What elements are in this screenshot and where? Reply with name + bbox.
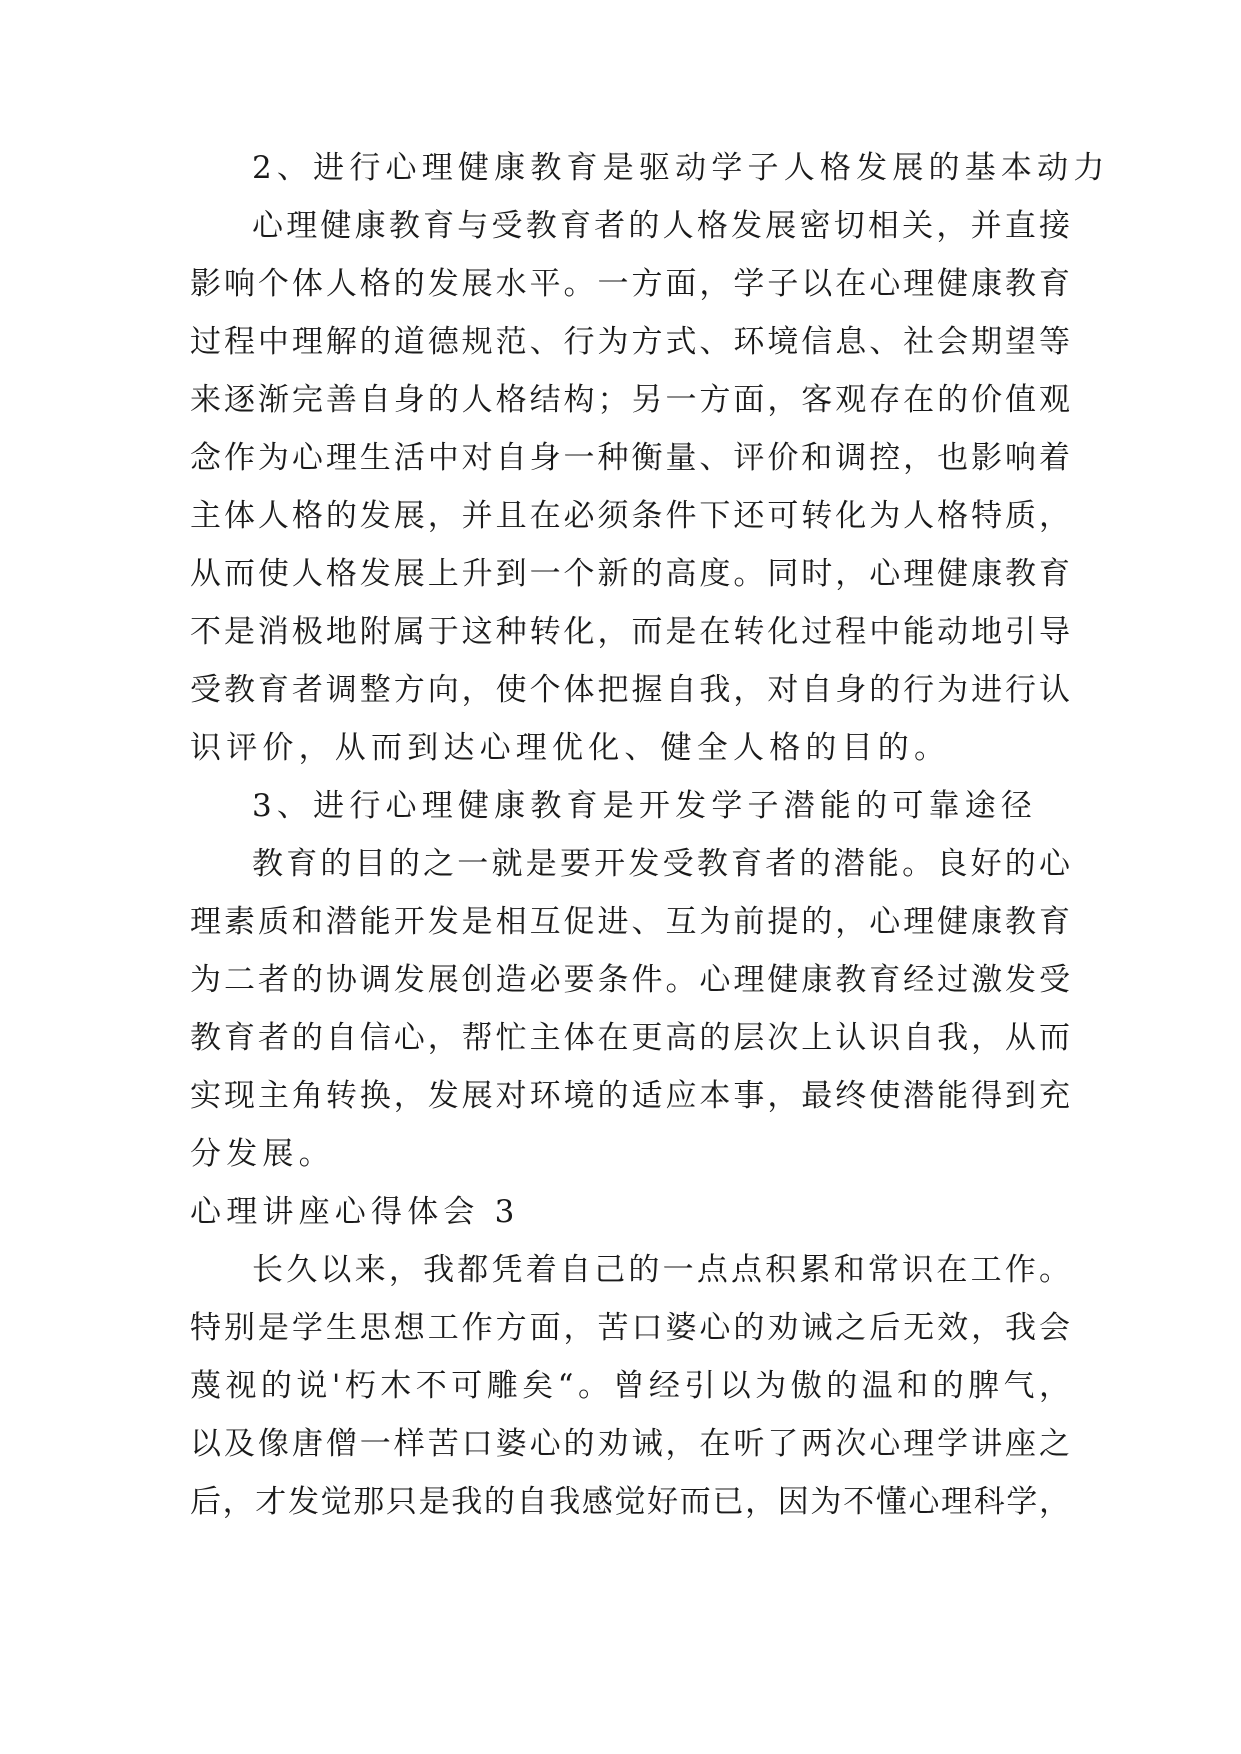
paragraph-line: 主体人格的发展，并且在必须条件下还可转化为人格特质， [190,498,1070,534]
paragraph-line: 识评价，从而到达心理优化、健全人格的目的。 [190,730,951,766]
paragraph-line: 来逐渐完善自身的人格结构；另一方面，客观存在的价值观 [190,382,1070,418]
paragraph-line: 过程中理解的道德规范、行为方式、环境信息、社会期望等 [190,324,1070,360]
paragraph-line: 心理健康教育与受教育者的人格发展密切相关，并直接 [252,208,1070,244]
section-heading-3: 3、进行心理健康教育是开发学子潜能的可靠途径 [252,788,1038,824]
paragraph-line: 教育的目的之一就是要开发受教育者的潜能。良好的心 [252,846,1070,882]
paragraph-line: 受教育者调整方向，使个体把握自我，对自身的行为进行认 [190,672,1070,708]
paragraph-line: 后，才发觉那只是我的自我感觉好而已，因为不懂心理科学， [190,1484,1070,1520]
paragraph-line: 为二者的协调发展创造必要条件。心理健康教育经过激发受 [190,962,1070,998]
paragraph-line: 实现主角转换，发展对环境的适应本事，最终使潜能得到充 [190,1078,1070,1114]
article-title: 心理讲座心得体会 3 [190,1194,520,1230]
section-heading-2: 2、进行心理健康教育是驱动学子人格发展的基本动力 [252,150,1110,186]
paragraph-line: 不是消极地附属于这种转化，而是在转化过程中能动地引导 [190,614,1070,650]
paragraph-line: 分发展。 [190,1136,335,1172]
paragraph-line: 影响个体人格的发展水平。一方面，学子以在心理健康教育 [190,266,1070,302]
paragraph-line: 教育者的自信心，帮忙主体在更高的层次上认识自我，从而 [190,1020,1070,1056]
paragraph-line: 理素质和潜能开发是相互促进、互为前提的，心理健康教育 [190,904,1070,940]
paragraph-line: 蔑视的说'朽木不可雕矣“。曾经引以为傲的温和的脾气， [190,1368,1070,1404]
paragraph-line: 长久以来，我都凭着自己的一点点积累和常识在工作。 [252,1252,1070,1288]
paragraph-line: 以及像唐僧一样苦口婆心的劝诫，在听了两次心理学讲座之 [190,1426,1070,1462]
paragraph-line: 念作为心理生活中对自身一种衡量、评价和调控，也影响着 [190,440,1070,476]
paragraph-line: 从而使人格发展上升到一个新的高度。同时，心理健康教育 [190,556,1070,592]
paragraph-line: 特别是学生思想工作方面，苦口婆心的劝诫之后无效，我会 [190,1310,1070,1346]
